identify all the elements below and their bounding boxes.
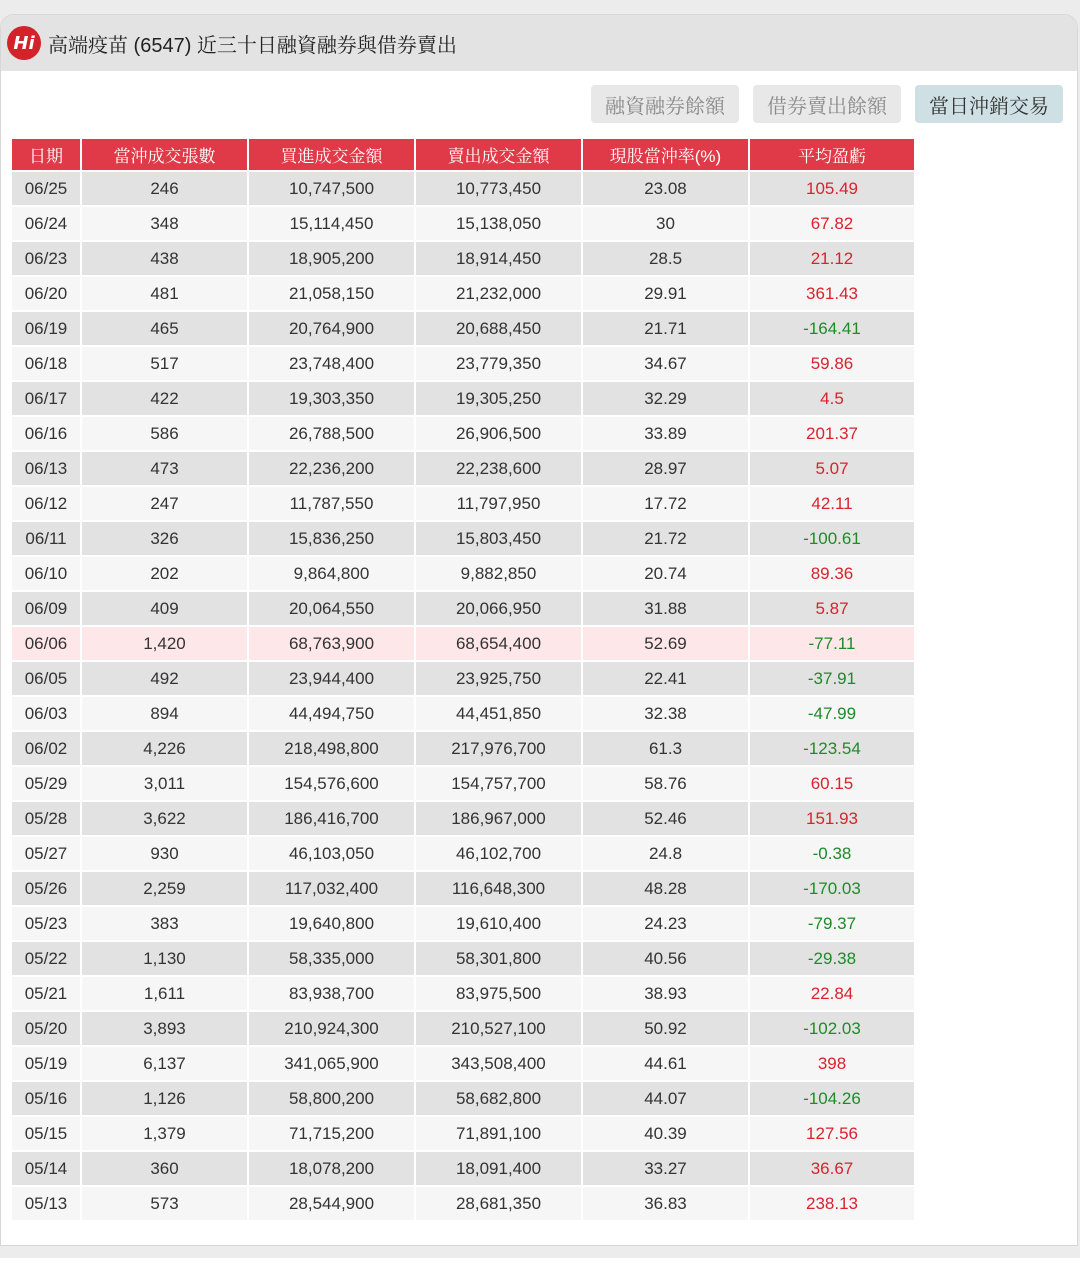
column-header-avg-pnl[interactable]: 平均盈虧 xyxy=(750,139,914,170)
cell-date: 06/20 xyxy=(12,277,80,310)
cell-date: 06/10 xyxy=(12,557,80,590)
cell-buy-amount: 20,764,900 xyxy=(249,312,414,345)
table-row xyxy=(12,172,914,205)
cell-buy-amount: 22,236,200 xyxy=(249,452,414,485)
cell-date: 06/06 xyxy=(12,627,80,660)
cell-buy-amount: 218,498,800 xyxy=(249,732,414,765)
cell-volume: 4,226 xyxy=(82,732,247,765)
cell-volume: 517 xyxy=(82,347,247,380)
cell-day-trade-rate: 52.69 xyxy=(583,627,748,660)
cell-sell-amount: 217,976,700 xyxy=(416,732,581,765)
cell-volume: 473 xyxy=(82,452,247,485)
cell-avg-pnl: 398 xyxy=(750,1047,914,1080)
cell-buy-amount: 71,715,200 xyxy=(249,1117,414,1150)
cell-avg-pnl: -79.37 xyxy=(750,907,914,940)
cell-avg-pnl: -0.38 xyxy=(750,837,914,870)
cell-sell-amount: 68,654,400 xyxy=(416,627,581,660)
cell-sell-amount: 15,803,450 xyxy=(416,522,581,555)
table-row xyxy=(12,767,914,800)
cell-avg-pnl: 67.82 xyxy=(750,207,914,240)
cell-date: 05/23 xyxy=(12,907,80,940)
table-row xyxy=(12,312,914,345)
tab-day-trading[interactable]: 當日沖銷交易 xyxy=(915,85,1063,123)
cell-sell-amount: 23,779,350 xyxy=(416,347,581,380)
cell-date: 05/21 xyxy=(12,977,80,1010)
tab-securities-lending-balance[interactable]: 借券賣出餘額 xyxy=(753,85,901,123)
cell-sell-amount: 210,527,100 xyxy=(416,1012,581,1045)
cell-buy-amount: 19,303,350 xyxy=(249,382,414,415)
table-row xyxy=(12,347,914,380)
cell-buy-amount: 11,787,550 xyxy=(249,487,414,520)
cell-volume: 383 xyxy=(82,907,247,940)
cell-avg-pnl: -37.91 xyxy=(750,662,914,695)
cell-sell-amount: 21,232,000 xyxy=(416,277,581,310)
cell-day-trade-rate: 20.74 xyxy=(583,557,748,590)
cell-buy-amount: 46,103,050 xyxy=(249,837,414,870)
cell-avg-pnl: -170.03 xyxy=(750,872,914,905)
cell-sell-amount: 154,757,700 xyxy=(416,767,581,800)
table-row xyxy=(12,522,914,555)
cell-day-trade-rate: 33.89 xyxy=(583,417,748,450)
cell-avg-pnl: -123.54 xyxy=(750,732,914,765)
cell-buy-amount: 21,058,150 xyxy=(249,277,414,310)
table-row xyxy=(12,487,914,520)
cell-volume: 202 xyxy=(82,557,247,590)
cell-sell-amount: 343,508,400 xyxy=(416,1047,581,1080)
cell-date: 05/28 xyxy=(12,802,80,835)
cell-volume: 6,137 xyxy=(82,1047,247,1080)
cell-buy-amount: 23,748,400 xyxy=(249,347,414,380)
cell-volume: 409 xyxy=(82,592,247,625)
cell-volume: 360 xyxy=(82,1152,247,1185)
page-title: 高端疫苗 (6547) 近三十日融資融券與借券賣出 xyxy=(48,34,457,57)
table-row xyxy=(12,417,914,450)
cell-sell-amount: 19,610,400 xyxy=(416,907,581,940)
cell-date: 06/16 xyxy=(12,417,80,450)
cell-avg-pnl: 42.11 xyxy=(750,487,914,520)
cell-sell-amount: 20,688,450 xyxy=(416,312,581,345)
cell-volume: 492 xyxy=(82,662,247,695)
cell-buy-amount: 58,800,200 xyxy=(249,1082,414,1115)
cell-volume: 3,622 xyxy=(82,802,247,835)
cell-volume: 894 xyxy=(82,697,247,730)
card-header xyxy=(1,15,1077,71)
cell-day-trade-rate: 36.83 xyxy=(583,1187,748,1220)
cell-buy-amount: 9,864,800 xyxy=(249,557,414,590)
cell-buy-amount: 18,905,200 xyxy=(249,242,414,275)
cell-avg-pnl: 36.67 xyxy=(750,1152,914,1185)
cell-day-trade-rate: 17.72 xyxy=(583,487,748,520)
cell-buy-amount: 83,938,700 xyxy=(249,977,414,1010)
table-row xyxy=(12,1047,914,1080)
cell-avg-pnl: -100.61 xyxy=(750,522,914,555)
column-header-sell-amount[interactable]: 賣出成交金額 xyxy=(416,139,581,170)
cell-volume: 422 xyxy=(82,382,247,415)
cell-volume: 2,259 xyxy=(82,872,247,905)
cell-sell-amount: 186,967,000 xyxy=(416,802,581,835)
cell-day-trade-rate: 61.3 xyxy=(583,732,748,765)
cell-date: 05/19 xyxy=(12,1047,80,1080)
cell-sell-amount: 11,797,950 xyxy=(416,487,581,520)
cell-sell-amount: 18,914,450 xyxy=(416,242,581,275)
cell-volume: 3,011 xyxy=(82,767,247,800)
cell-avg-pnl: -47.99 xyxy=(750,697,914,730)
cell-buy-amount: 341,065,900 xyxy=(249,1047,414,1080)
cell-day-trade-rate: 23.08 xyxy=(583,172,748,205)
cell-sell-amount: 116,648,300 xyxy=(416,872,581,905)
cell-day-trade-rate: 30 xyxy=(583,207,748,240)
table-row xyxy=(12,872,914,905)
table-row xyxy=(12,802,914,835)
table-row xyxy=(12,837,914,870)
cell-day-trade-rate: 24.23 xyxy=(583,907,748,940)
hi-logo-icon[interactable]: Hi xyxy=(7,26,41,60)
cell-date: 05/26 xyxy=(12,872,80,905)
day-trading-card xyxy=(0,14,1078,1246)
cell-date: 06/09 xyxy=(12,592,80,625)
cell-sell-amount: 18,091,400 xyxy=(416,1152,581,1185)
cell-volume: 326 xyxy=(82,522,247,555)
cell-buy-amount: 23,944,400 xyxy=(249,662,414,695)
cell-date: 06/05 xyxy=(12,662,80,695)
cell-buy-amount: 28,544,900 xyxy=(249,1187,414,1220)
table-row xyxy=(12,942,914,975)
cell-day-trade-rate: 52.46 xyxy=(583,802,748,835)
cell-volume: 930 xyxy=(82,837,247,870)
cell-buy-amount: 19,640,800 xyxy=(249,907,414,940)
cell-buy-amount: 10,747,500 xyxy=(249,172,414,205)
cell-day-trade-rate: 50.92 xyxy=(583,1012,748,1045)
cell-sell-amount: 44,451,850 xyxy=(416,697,581,730)
table-row xyxy=(12,452,914,485)
table-row xyxy=(12,732,914,765)
cell-sell-amount: 19,305,250 xyxy=(416,382,581,415)
cell-day-trade-rate: 40.56 xyxy=(583,942,748,975)
cell-sell-amount: 71,891,100 xyxy=(416,1117,581,1150)
cell-avg-pnl: 361.43 xyxy=(750,277,914,310)
cell-sell-amount: 46,102,700 xyxy=(416,837,581,870)
cell-avg-pnl: 201.37 xyxy=(750,417,914,450)
cell-volume: 465 xyxy=(82,312,247,345)
cell-volume: 1,130 xyxy=(82,942,247,975)
table-body xyxy=(12,172,914,1220)
cell-day-trade-rate: 29.91 xyxy=(583,277,748,310)
cell-date: 06/13 xyxy=(12,452,80,485)
cell-buy-amount: 68,763,900 xyxy=(249,627,414,660)
cell-buy-amount: 20,064,550 xyxy=(249,592,414,625)
table-row xyxy=(12,557,914,590)
column-header-buy-amount[interactable]: 買進成交金額 xyxy=(249,139,414,170)
cell-day-trade-rate: 40.39 xyxy=(583,1117,748,1150)
cell-sell-amount: 26,906,500 xyxy=(416,417,581,450)
cell-avg-pnl: 60.15 xyxy=(750,767,914,800)
table-row xyxy=(12,627,914,660)
cell-buy-amount: 117,032,400 xyxy=(249,872,414,905)
cell-avg-pnl: 127.56 xyxy=(750,1117,914,1150)
cell-avg-pnl: 5.87 xyxy=(750,592,914,625)
next-card-edge xyxy=(0,1258,1080,1269)
cell-sell-amount: 28,681,350 xyxy=(416,1187,581,1220)
cell-sell-amount: 10,773,450 xyxy=(416,172,581,205)
cell-sell-amount: 83,975,500 xyxy=(416,977,581,1010)
cell-volume: 481 xyxy=(82,277,247,310)
cell-date: 06/17 xyxy=(12,382,80,415)
cell-buy-amount: 26,788,500 xyxy=(249,417,414,450)
cell-sell-amount: 23,925,750 xyxy=(416,662,581,695)
cell-day-trade-rate: 21.71 xyxy=(583,312,748,345)
cell-date: 05/13 xyxy=(12,1187,80,1220)
table-row xyxy=(12,277,914,310)
cell-day-trade-rate: 58.76 xyxy=(583,767,748,800)
cell-buy-amount: 15,114,450 xyxy=(249,207,414,240)
table-row xyxy=(12,977,914,1010)
cell-avg-pnl: 151.93 xyxy=(750,802,914,835)
cell-sell-amount: 15,138,050 xyxy=(416,207,581,240)
cell-day-trade-rate: 48.28 xyxy=(583,872,748,905)
cell-date: 05/29 xyxy=(12,767,80,800)
cell-date: 05/22 xyxy=(12,942,80,975)
cell-avg-pnl: -77.11 xyxy=(750,627,914,660)
cell-day-trade-rate: 32.29 xyxy=(583,382,748,415)
cell-day-trade-rate: 38.93 xyxy=(583,977,748,1010)
cell-date: 05/15 xyxy=(12,1117,80,1150)
table-row xyxy=(12,1187,914,1220)
table-row xyxy=(12,1082,914,1115)
cell-volume: 438 xyxy=(82,242,247,275)
day-trading-table xyxy=(10,137,910,1222)
cell-sell-amount: 58,682,800 xyxy=(416,1082,581,1115)
cell-avg-pnl: -104.26 xyxy=(750,1082,914,1115)
table-row xyxy=(12,1117,914,1150)
table-row xyxy=(12,592,914,625)
cell-buy-amount: 44,494,750 xyxy=(249,697,414,730)
cell-buy-amount: 154,576,600 xyxy=(249,767,414,800)
cell-volume: 1,611 xyxy=(82,977,247,1010)
cell-volume: 573 xyxy=(82,1187,247,1220)
cell-day-trade-rate: 32.38 xyxy=(583,697,748,730)
column-header-date[interactable]: 日期 xyxy=(12,139,80,170)
cell-volume: 1,420 xyxy=(82,627,247,660)
cell-sell-amount: 58,301,800 xyxy=(416,942,581,975)
cell-day-trade-rate: 21.72 xyxy=(583,522,748,555)
cell-volume: 586 xyxy=(82,417,247,450)
cell-sell-amount: 9,882,850 xyxy=(416,557,581,590)
cell-date: 05/16 xyxy=(12,1082,80,1115)
cell-volume: 1,126 xyxy=(82,1082,247,1115)
column-header-volume[interactable]: 當沖成交張數 xyxy=(82,139,247,170)
cell-avg-pnl: 105.49 xyxy=(750,172,914,205)
cell-date: 05/27 xyxy=(12,837,80,870)
cell-volume: 3,893 xyxy=(82,1012,247,1045)
table-row xyxy=(12,662,914,695)
cell-day-trade-rate: 28.5 xyxy=(583,242,748,275)
table-row xyxy=(12,907,914,940)
cell-day-trade-rate: 22.41 xyxy=(583,662,748,695)
cell-day-trade-rate: 31.88 xyxy=(583,592,748,625)
cell-date: 06/11 xyxy=(12,522,80,555)
cell-avg-pnl: -164.41 xyxy=(750,312,914,345)
cell-date: 06/19 xyxy=(12,312,80,345)
cell-day-trade-rate: 33.27 xyxy=(583,1152,748,1185)
cell-buy-amount: 58,335,000 xyxy=(249,942,414,975)
cell-avg-pnl: 5.07 xyxy=(750,452,914,485)
cell-date: 06/02 xyxy=(12,732,80,765)
cell-sell-amount: 20,066,950 xyxy=(416,592,581,625)
cell-avg-pnl: 59.86 xyxy=(750,347,914,380)
cell-buy-amount: 18,078,200 xyxy=(249,1152,414,1185)
cell-sell-amount: 22,238,600 xyxy=(416,452,581,485)
tab-bar xyxy=(591,85,1063,123)
cell-buy-amount: 15,836,250 xyxy=(249,522,414,555)
cell-day-trade-rate: 28.97 xyxy=(583,452,748,485)
column-header-day-trade-rate[interactable]: 現股當沖率(%) xyxy=(583,139,748,170)
table-row xyxy=(12,1152,914,1185)
table-row xyxy=(12,242,914,275)
table-row xyxy=(12,1012,914,1045)
cell-volume: 247 xyxy=(82,487,247,520)
tab-margin-balance[interactable]: 融資融券餘額 xyxy=(591,85,739,123)
cell-day-trade-rate: 44.07 xyxy=(583,1082,748,1115)
cell-volume: 246 xyxy=(82,172,247,205)
cell-date: 05/14 xyxy=(12,1152,80,1185)
cell-avg-pnl: 89.36 xyxy=(750,557,914,590)
cell-date: 05/20 xyxy=(12,1012,80,1045)
cell-day-trade-rate: 24.8 xyxy=(583,837,748,870)
cell-date: 06/25 xyxy=(12,172,80,205)
cell-buy-amount: 186,416,700 xyxy=(249,802,414,835)
table-row xyxy=(12,207,914,240)
table-header-row xyxy=(12,139,914,170)
cell-avg-pnl: 21.12 xyxy=(750,242,914,275)
cell-avg-pnl: -29.38 xyxy=(750,942,914,975)
cell-date: 06/24 xyxy=(12,207,80,240)
cell-date: 06/23 xyxy=(12,242,80,275)
cell-avg-pnl: -102.03 xyxy=(750,1012,914,1045)
cell-buy-amount: 210,924,300 xyxy=(249,1012,414,1045)
cell-day-trade-rate: 44.61 xyxy=(583,1047,748,1080)
cell-date: 06/18 xyxy=(12,347,80,380)
table-row xyxy=(12,382,914,415)
cell-avg-pnl: 238.13 xyxy=(750,1187,914,1220)
cell-volume: 348 xyxy=(82,207,247,240)
cell-date: 06/03 xyxy=(12,697,80,730)
cell-date: 06/12 xyxy=(12,487,80,520)
cell-avg-pnl: 4.5 xyxy=(750,382,914,415)
table-row xyxy=(12,697,914,730)
cell-volume: 1,379 xyxy=(82,1117,247,1150)
cell-day-trade-rate: 34.67 xyxy=(583,347,748,380)
cell-avg-pnl: 22.84 xyxy=(750,977,914,1010)
